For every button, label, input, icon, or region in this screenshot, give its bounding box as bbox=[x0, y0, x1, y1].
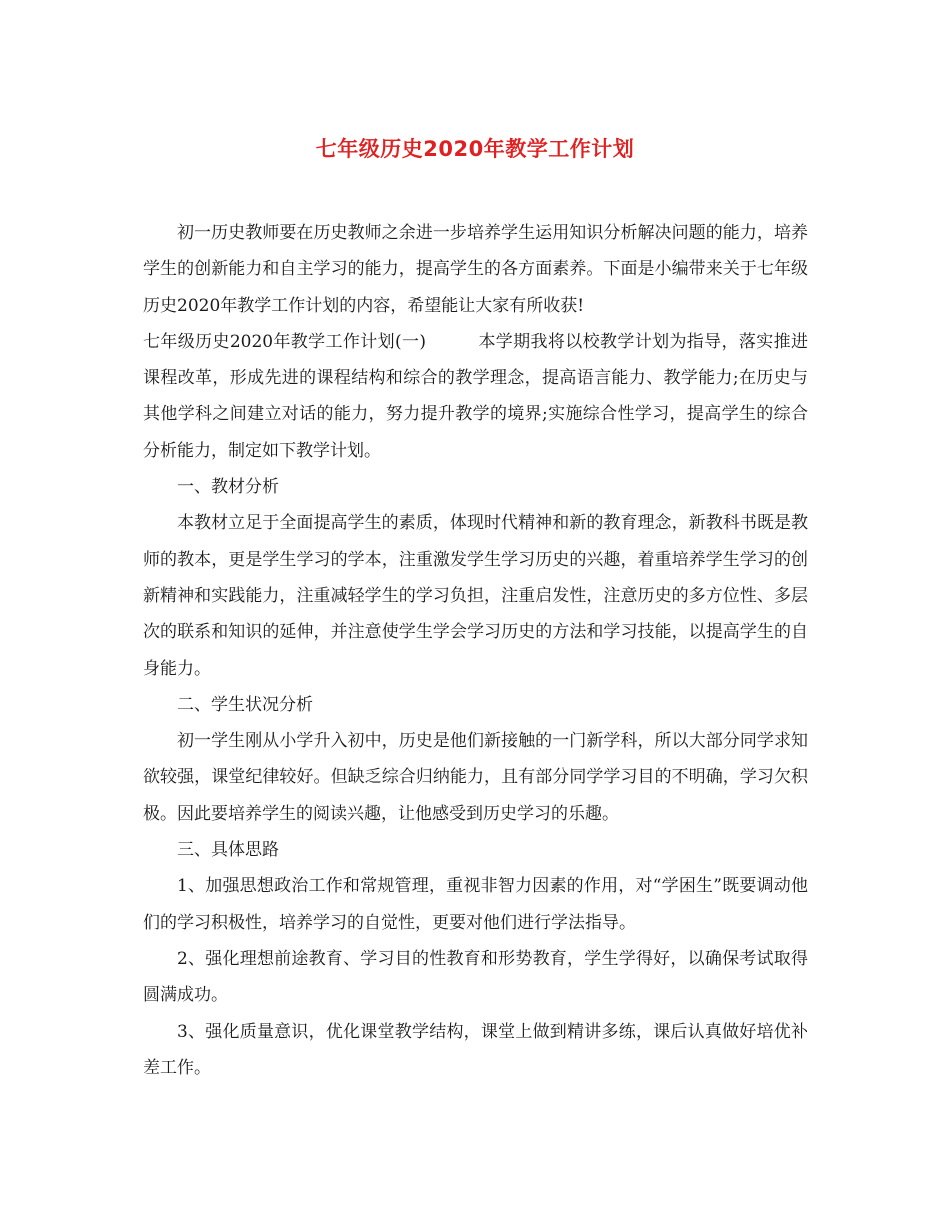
page-title: 七年级历史2020年教学工作计划 bbox=[315, 137, 635, 161]
document-body bbox=[143, 215, 808, 1086]
idea-item-2: 2、强化理想前途教育、学习目的性教育和形势教育，学生学得好，以确保考试取得圆满成功。 bbox=[143, 948, 808, 1006]
plan-one-paragraph: 七年级历史2020年教学工作计划(一) 本学期我将以校教学计划为指导，落实推进课程改革，形成先进的课程结构和综合的教学理念，提高语言能力、教学能力;在历史与其他学科之间建立对话的能力，努力提升教学的境界;实施综合性学习，提高学生的综合分析能力，制定如下教学计划。 bbox=[143, 331, 808, 461]
section-heading-specific-ideas: 三、具体思路 bbox=[177, 840, 279, 861]
textbook-analysis-paragraph: 本教材立足于全面提高学生的素质，体现时代精神和新的教育理念，新教科书既是教师的教本，更是学生学习的学本，注重激发学生学习历史的兴趣，着重培养学生学习的创新精神和实践能力，注重减轻学生的学习负担，注重启发性，注意历史的多方位性、多层次的联系和知识的延伸，并注意使学生学会学习历史的方法和学习技能，以提高学生的自身能力。 bbox=[143, 513, 808, 679]
idea-item-1: 1、加强思想政治工作和常规管理，重视非智力因素的作用，对“学困生”既要调动他们的学习积极性，培养学习的自觉性，更要对他们进行学法指导。 bbox=[143, 876, 808, 933]
section-heading-student-analysis: 二、学生状况分析 bbox=[177, 694, 313, 715]
idea-item-3: 3、强化质量意识，优化课堂教学结构，课堂上做到精讲多练，课后认真做好培优补差工作。 bbox=[143, 1021, 808, 1078]
student-analysis-paragraph: 初一学生刚从小学升入初中，历史是他们新接触的一门新学科，所以大部分同学求知欲较强，课堂纪律较好。但缺乏综合归纳能力，且有部分同学学习目的不明确，学习欠积极。因此要培养学生的阅读兴趣，让他感受到历史学习的乐趣。 bbox=[143, 731, 808, 824]
intro-paragraph: 初一历史教师要在历史教师之余进一步培养学生运用知识分析解决问题的能力，培养学生的创新能力和自主学习的能力，提高学生的各方面素养。下面是小编带来关于七年级历史2020年教学工作计划的内容，希望能让大家有所收获! bbox=[143, 223, 808, 316]
section-heading-textbook-analysis: 一、教材分析 bbox=[177, 477, 279, 498]
